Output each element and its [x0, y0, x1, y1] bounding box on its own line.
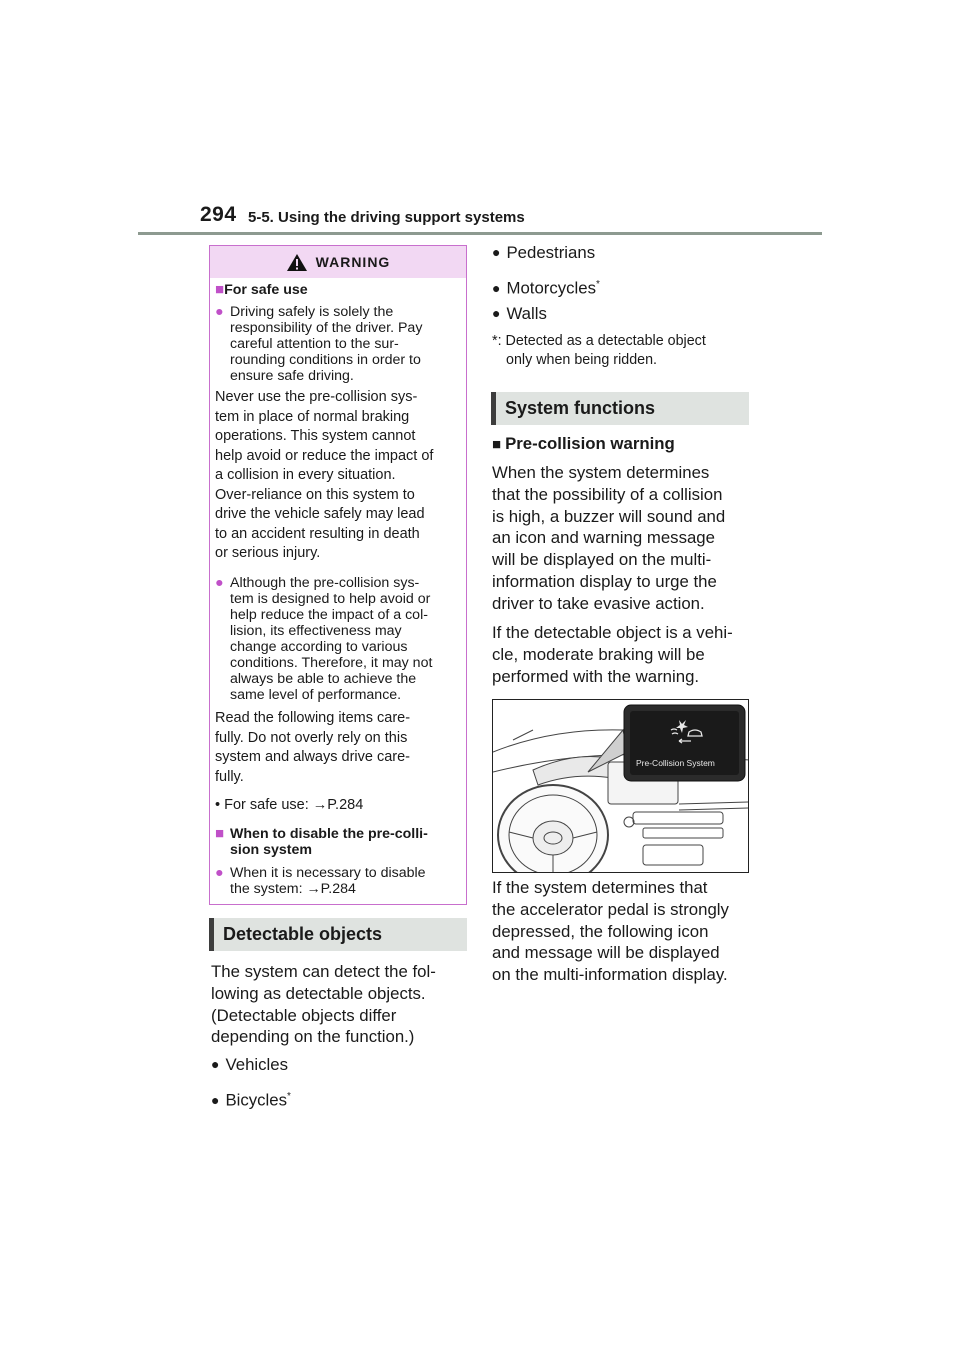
- for-safe-use-heading: ■For safe use: [215, 281, 308, 298]
- warning-paragraph-1: Never use the pre-collision sys- tem in place of normal braking operations. This system cannot help avoid or reduce the impact of a collision in every situation. Over-reliance on this system to drive the vehicle safely may lead to an accident resulting in death or serious injury.: [215, 389, 434, 561]
- detectable-intro: The system can detect the fol- lowing as detectable objects. (Detectable objects differ depending on the function.): [211, 962, 436, 1047]
- circle-bullet-icon: ●: [215, 865, 224, 881]
- pcw-paragraph-3: If the system determines that the accelerator pedal is strongly depressed, the following icon and message will be displayed on the multi-information display.: [492, 878, 729, 985]
- mid-display-text: Pre-Collision System: [636, 758, 715, 768]
- warning-box: [209, 245, 467, 905]
- list-item: ● Bicycles*: [211, 1086, 291, 1112]
- warning-header: [210, 246, 466, 278]
- header-rule: [138, 232, 822, 235]
- page-number: 294: [200, 203, 237, 226]
- list-item: ● Vehicles: [211, 1054, 288, 1077]
- warning-triangle-icon: [286, 253, 308, 272]
- safe-use-reference: • For safe use: →P.284: [215, 797, 364, 813]
- system-functions-heading: System functions: [491, 392, 749, 425]
- circle-bullet-icon: ●: [215, 575, 224, 591]
- pre-collision-warning-heading: ■ Pre-collision warning: [492, 434, 675, 453]
- warning-bullet-1: ● Driving safely is solely the responsibility of the driver. Pay careful attention to the sur- rounding conditions in order to ensure safe driving.: [215, 304, 423, 384]
- square-bullet-icon: ■: [215, 281, 225, 298]
- warning-title: WARNING: [315, 254, 391, 270]
- list-item: ● Pedestrians: [492, 242, 595, 265]
- dashboard-drawing: [493, 700, 749, 873]
- list-item: ● Motorcycles*: [492, 274, 600, 300]
- dashboard-illustration: [492, 699, 749, 873]
- detectable-objects-heading: Detectable objects: [209, 918, 467, 951]
- circle-bullet-icon: ●: [215, 304, 224, 320]
- warning-bullet-3: ● When it is necessary to disable the system: →P.284: [215, 865, 426, 897]
- disable-heading: ■ When to disable the pre-colli- sion system: [215, 825, 428, 858]
- footnote: *: Detected as a detectable object only when being ridden.: [492, 333, 706, 368]
- warning-paragraph-2: Read the following items care- fully. Do not overly rely on this system and always drive care- fully.: [215, 710, 411, 785]
- square-bullet-icon: ■: [215, 825, 225, 842]
- warning-bullet-2: ● Although the pre-collision sys- tem is designed to help avoid or help reduce the impact of a col- lision, its effectiveness may change according to various conditions. Therefore, it may not always be able to achieve the same level of performance.: [215, 575, 433, 703]
- section-title: 5-5. Using the driving support systems: [248, 209, 525, 226]
- pcw-paragraph-2: If the detectable object is a vehi- cle, moderate braking will be performed with the warning.: [492, 623, 733, 686]
- square-bullet-icon: ■: [492, 436, 502, 453]
- pcw-paragraph-1: When the system determines that the possibility of a collision is high, a buzzer will sound and an icon and warning message will be displayed on the multi- information display to urge the driver to take evasive action.: [492, 463, 726, 613]
- list-item: ● Walls: [492, 303, 547, 326]
